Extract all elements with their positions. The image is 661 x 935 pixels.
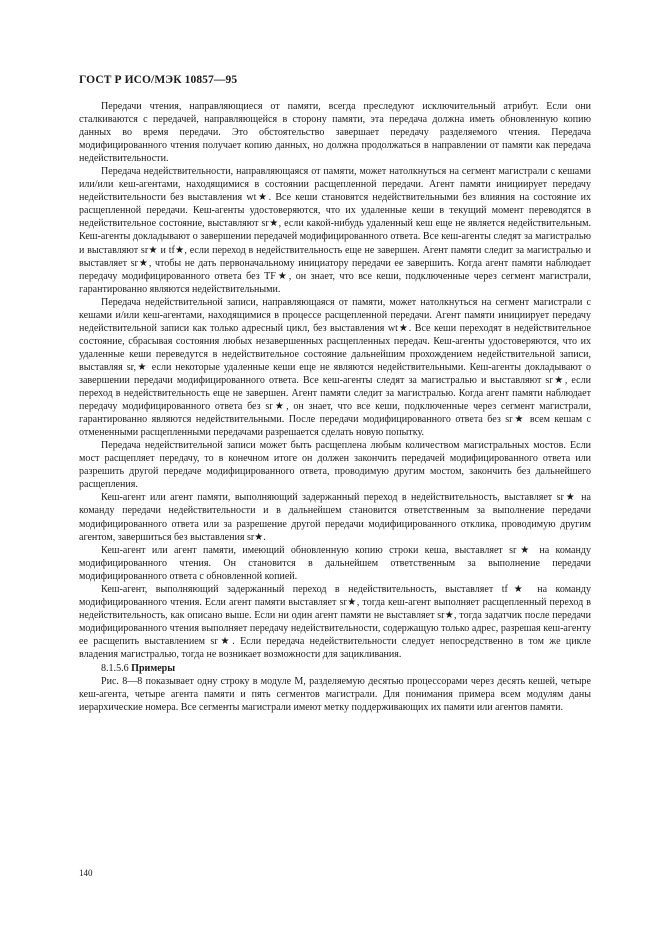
paragraph: Передача недействительной записи может быть расщеплена любым количеством магистральных мостов. Если мост расщепляет передачу, то в конечном итоге он должен закончить передачей модифицированного ответа или разрешить другой передаче модифицированного ответа, проводимую другим мостом, закончить без дальнейшего расщепления. <box>79 440 591 491</box>
page-number: 140 <box>79 868 93 878</box>
paragraph: Кеш-агент, выполняющий задержанный переход в недействительность, выставляет tf★ на команду модифицированного чтения. Если агент памяти выставляет sr★, тогда кеш-агент выполняет расщепленный переход в недействительность, как описано выше. Если ни один агент памяти не выставляет sr★, тогда задатчик после передачи модифицированного чтения выполняет передачу недействительности, содержащую только адрес, разрешая кеш-агенту ее расщепить выставлением sr★. Если передача недействительности следует непосредственно в том же цикле владения магистралью, тогда не возникает возможности для зацикливания. <box>79 583 591 660</box>
section-number: 8.1.5.6 <box>101 663 129 675</box>
document-header: ГОСТ Р ИСО/МЭК 10857—95 <box>79 74 238 86</box>
paragraph: Кеш-агент или агент памяти, имеющий обновленную копию строки кеша, выставляет sr★ на команду модифицированного чтения. Он становится в дальнейшем ответственным за выполнение передачи модифицированного ответа с обновленной копией. <box>79 544 591 582</box>
paragraph: Передачи чтения, направляющиеся от памяти, всегда преследуют исключительный атрибут. Если они сталкиваются с передачей, направляющейся в сторону памяти, эта передача должна иметь обновленную копию данных во время передачи. Это обстоятельство завершает передачу разделяемого чтения. Передача модифицированного чтения получает копию данных, но должна продолжаться в направлении от памяти как передача недействительности. <box>79 101 591 165</box>
paragraph: Рис. 8—8 показывает одну строку в модуле М, разделяемую десятью процессорами через десять кешей, четыре кеш-агента, четыре агента памяти и пять сегментов магистрали. Для понимания примера всем модулям даны иерархические номера. Все сегменты магистрали имеют метку поддерживающих их памяти или агентов памяти. <box>79 676 591 714</box>
paragraph: Передача недействительной записи, направляющаяся от памяти, может натолкнуться на сегмент магистрали с кешами и/или кеш-агентами, находящимися в процессе расщепленной передачи. Агент памяти инициирует передачу недействительной записи как только адресный цикл, без выставления wt★. Все кеши переходят в недействительное состояние, сбрасывая состояния любых незавершенных расщепленных передач. Кеш-агенты удостоверяются, что их удаленные кеши переведутся в недействительное состояние дальнейшим прохождением недействительной записи, выставляя sr,★ если некоторые удаленные кеши еще не являются недействительными. Кеш-агенты докладывают о завершении передачи модифицированного ответа. Все кеш-агенты следят за магистралью и выставляют sr★, если переход в недействительность еще не завершен. Агент памяти следит за магистралью. Когда агент памяти наблюдает передачу модифицированного ответа без sr★, он знает, что все кеши, подключенные через сегмент магистрали, гарантированно являются недействительными. После передачи модифицированного ответа без sr★ всем кешам с отмененными расщепленными передачами разрешается сделать новую попытку. <box>79 296 591 439</box>
paragraph: Передача недействительности, направляющаяся от памяти, может натолкнуться на сегмент магистрали с кешами или/или кеш-агентами, находящимися в состоянии расщепленной передачи. Агент памяти инициирует передачу недействительности без выставления wt★. Все кеши становятся недействительными без влияния на состояние их расщепленной передачи. Кеш-агенты удостоверяются, что их удаленные кеши в текущий момент переводятся в недействительное состояние, выставляют sr★, если какой-нибудь удаленный кеш еще не является недействительным. Кеш-агенты докладывают о завершении передачей модифицированного ответа. Все кеш-агенты следят за магистралью и выставляют sr★ и tf★, если переход в недействительность еще не завершен. Агент памяти следит за магистралью и выставляет sr★, чтобы не дать первоначальному инициатору передачи ее завершить. Когда агент памяти наблюдает передачу модифицированного ответа без TF★, он знает, что все кеши, подключенные через сегмент магистрали, гарантированно являются недействительными. <box>79 166 591 295</box>
section-title: Примеры <box>131 663 176 675</box>
paragraph: Кеш-агент или агент памяти, выполняющий задержанный переход в недействительность, выставляет sr★ на команду передачи недействительности и в дальнейшем становится ответственным за выполнение передачи модифицированного ответа или за разрешение другой передачи модифицированного отклика, проводимую другим агентом, завершиться без выставления sr★. <box>79 492 591 543</box>
section-heading <box>79 662 591 675</box>
document-body <box>79 100 591 714</box>
